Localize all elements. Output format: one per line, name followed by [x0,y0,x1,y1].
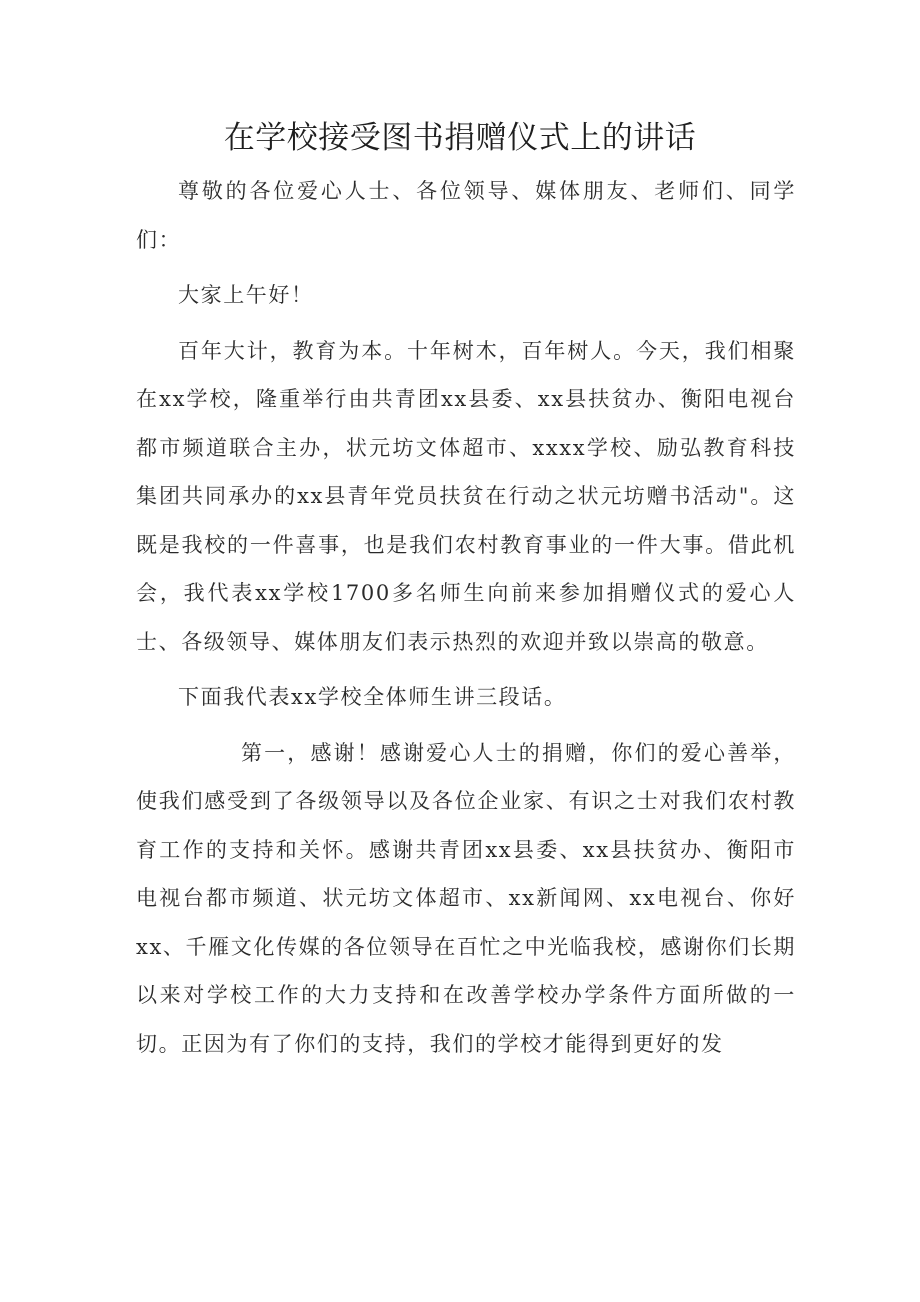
transition-paragraph: 下面我代表xx学校全体师生讲三段话。 [178,685,567,709]
document-body [136,167,796,1075]
thanks-paragraph: 第一，感谢！感谢爱心人士的捐赠，你们的爱心善举，使我们感受到了各级领导以及各位企业家、有识之士对我们农村教育工作的支持和关怀。感谢共青团xx县委、xx县扶贫办、衡阳市电视台都市频道、状元坊文体超市、xx新闻网、xx电视台、你好xx、千雁文化传媒的各位领导在百忙之中光临我校，感谢你们长期以来对学校工作的大力支持和在改善学校办学条件方面所做的一切。正因为有了你们的支持，我们的学校才能得到更好的发 [136,740,796,1056]
greeting-paragraph: 大家上午好！ [178,283,314,307]
document-title: 在学校接受图书捐赠仪式上的讲话 [223,120,697,156]
salutation-paragraph: 尊敬的各位爱心人士、各位领导、媒体朋友、老师们、同学们： [136,179,796,252]
opening-paragraph: 百年大计，教育为本。十年树木，百年树人。今天，我们相聚在xx学校，隆重举行由共青团xx县委、xx县扶贫办、衡阳电视台都市频道联合主办，状元坊文体超市、xxxx学校、励弘教育科技集团共同承办的xx县青年党员扶贫在行动之状元坊赠书活动"。这既是我校的一件喜事，也是我们农村教育事业的一件大事。借此机会，我代表xx学校1700多名师生向前来参加捐赠仪式的爱心人士、各级领导、媒体朋友们表示热烈的欢迎并致以崇高的敬意。 [136,338,796,654]
